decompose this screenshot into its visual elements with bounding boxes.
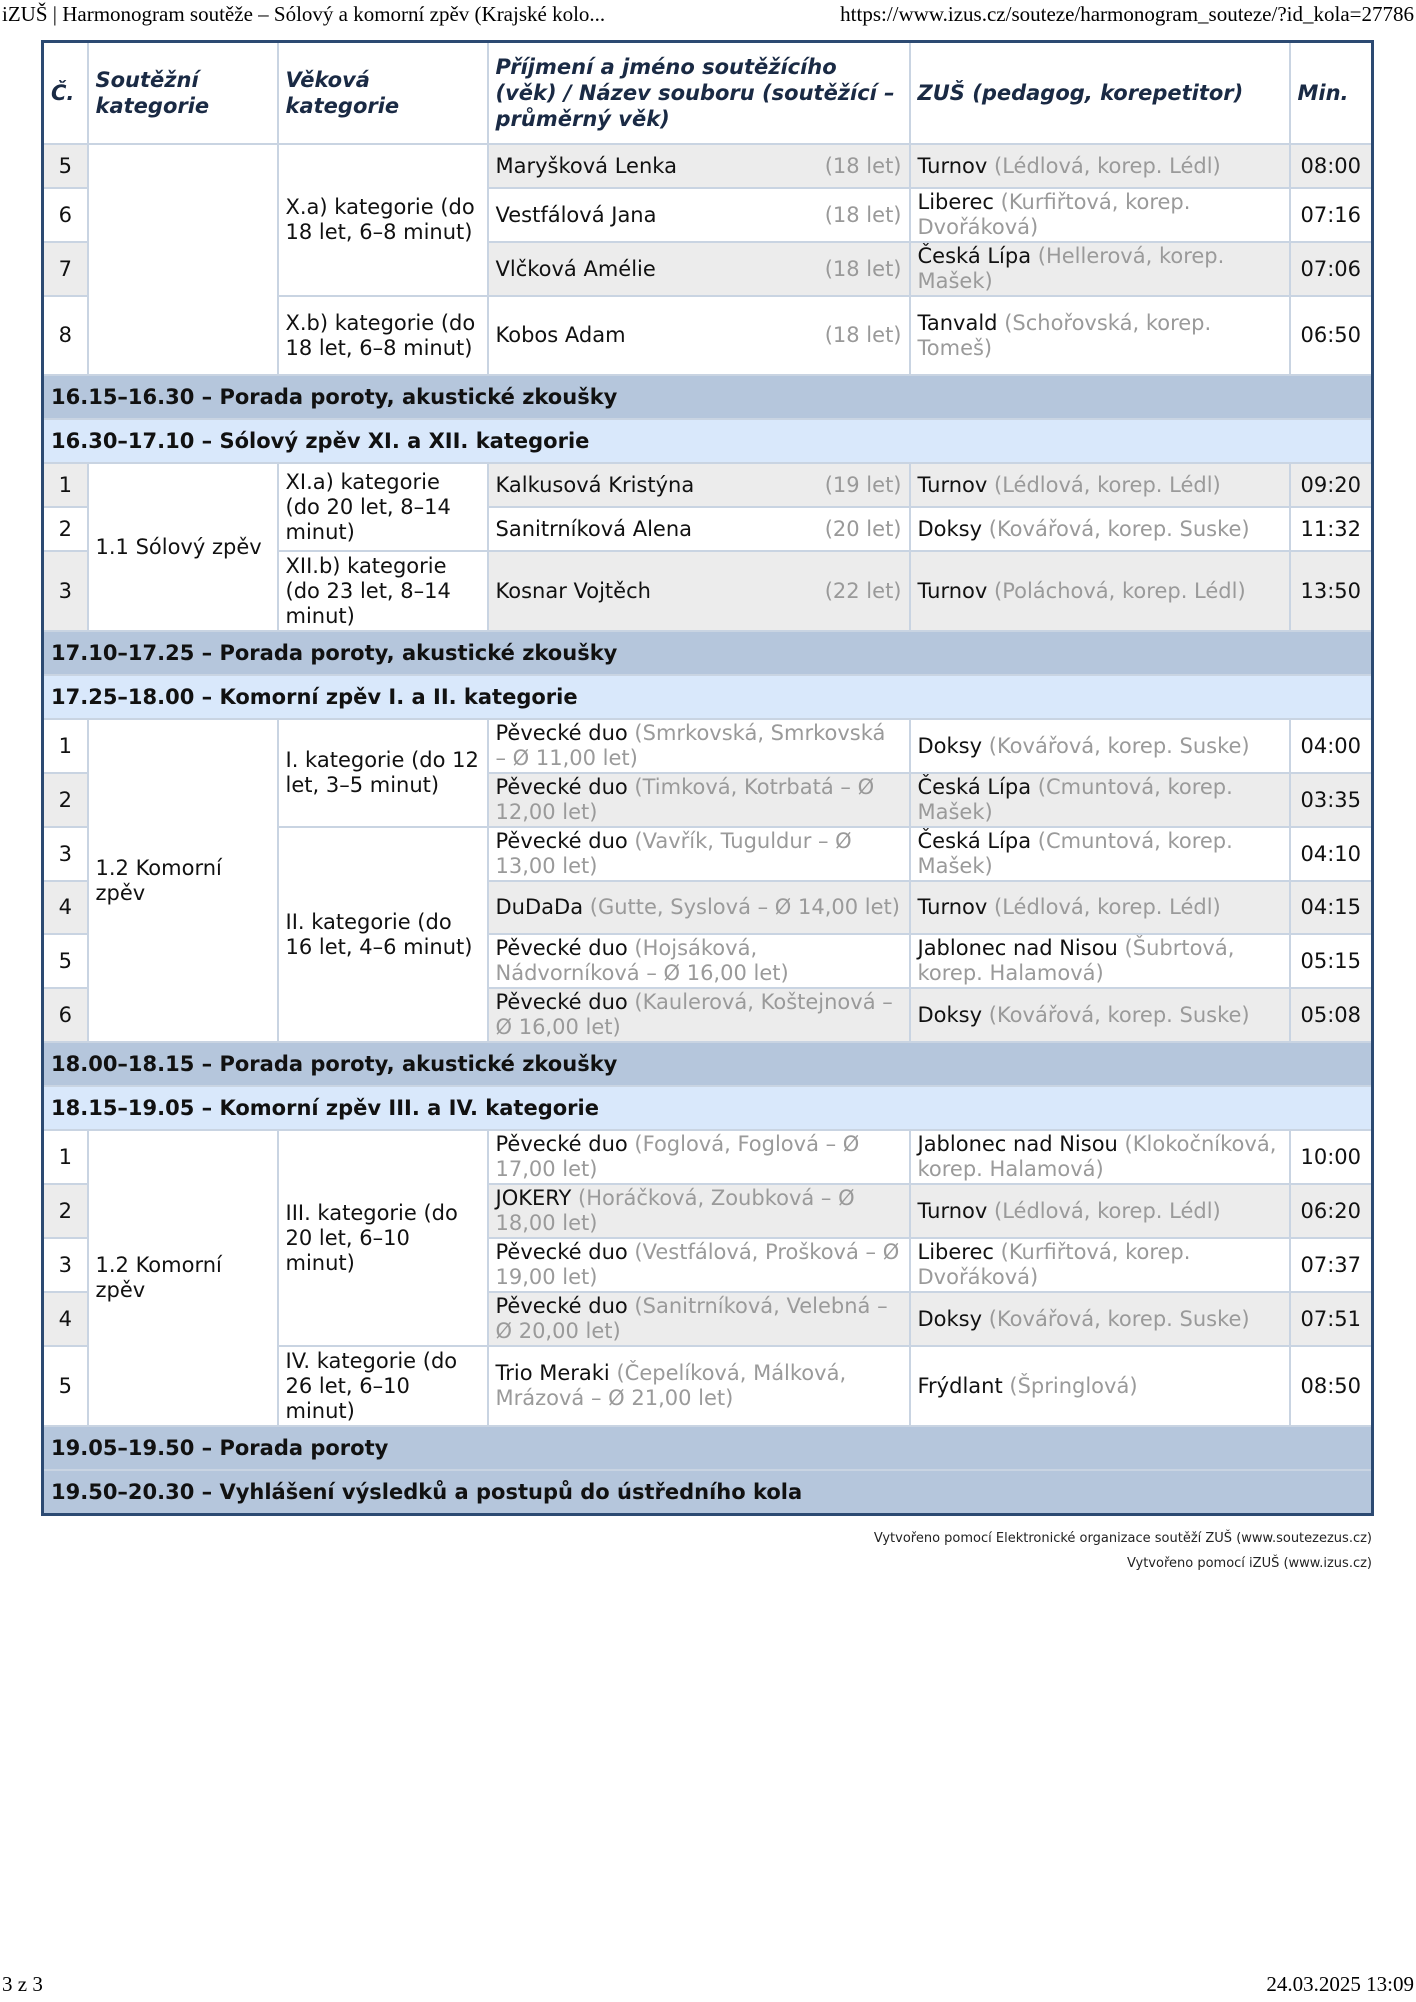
table-row xyxy=(43,719,1373,773)
teacher-names: (Schořovská, korep. Tomeš) xyxy=(917,310,1212,360)
page-url: https://www.izus.cz/souteze/harmonogram_souteze/?id_kola=27786 xyxy=(840,2,1414,26)
contestant-age: (18 let) xyxy=(824,202,902,227)
section-row xyxy=(43,1426,1373,1470)
contestant-age: (18 let) xyxy=(824,153,902,178)
contestant-cell xyxy=(488,507,910,551)
age-category-cell: X.a) kategorie (do 18 let, 6–8 minut) xyxy=(278,144,488,296)
contestant-cell xyxy=(488,551,910,631)
ensemble-name: Pěvecké duo xyxy=(495,829,628,853)
minutes-cell: 07:37 xyxy=(1290,1238,1373,1292)
row-number: 3 xyxy=(43,551,88,631)
ensemble-name: Pěvecké duo xyxy=(495,936,628,960)
age-category-cell: X.b) kategorie (do 18 let, 6–8 minut) xyxy=(278,296,488,375)
row-number: 1 xyxy=(43,1130,88,1184)
credit-line-soutezezus: Vytvořeno pomocí Elektronické organizace soutěží ZUŠ (www.soutezezus.cz) xyxy=(873,1531,1372,1546)
ensemble-members: (Vestfálová, Prošková – Ø 19,00 let) xyxy=(495,1240,900,1289)
section-title: 19.05–19.50 – Porada poroty xyxy=(43,1426,1373,1470)
teacher-names: (Poláchová, korep. Lédl) xyxy=(994,578,1246,603)
ensemble-members: (Foglová, Foglová – Ø 17,00 let) xyxy=(495,1132,860,1181)
ensemble-members: (Čepelíková, Málková, Mrázová – Ø 21,00 let) xyxy=(495,1361,847,1410)
school-cell xyxy=(910,773,1290,827)
row-number: 1 xyxy=(43,463,88,507)
ensemble-name: Pěvecké duo xyxy=(495,1294,628,1318)
minutes-cell: 10:00 xyxy=(1290,1130,1373,1184)
minutes-cell: 08:50 xyxy=(1290,1346,1373,1426)
contestant-name: Kalkusová Kristýna xyxy=(495,472,695,497)
ensemble-members: (Smrkovská, Smrkovská – Ø 11,00 let) xyxy=(495,721,886,770)
teacher-names: (Kurfiřtová, korep. Dvořáková) xyxy=(917,190,1191,239)
contestant-cell xyxy=(488,242,910,296)
contestant-age: (18 let) xyxy=(824,323,902,347)
teacher-names: (Lédlová, korep. Lédl) xyxy=(994,1198,1221,1223)
competition-category-cell xyxy=(88,144,278,375)
school-name: Liberec xyxy=(917,190,994,214)
row-number: 5 xyxy=(43,934,88,988)
age-category-cell: IV. kategorie (do 26 let, 6–10 minut) xyxy=(278,1346,488,1426)
contestant-cell xyxy=(488,1130,910,1184)
school-name: Turnov xyxy=(917,472,988,497)
teacher-names: (Lédlová, korep. Lédl) xyxy=(994,153,1221,178)
school-name: Doksy xyxy=(917,1306,983,1331)
section-title: 19.50–20.30 – Vyhlášení výsledků a postupů do ústředního kola xyxy=(43,1470,1373,1515)
minutes-cell: 03:35 xyxy=(1290,773,1373,827)
row-number: 2 xyxy=(43,507,88,551)
school-cell xyxy=(910,296,1290,375)
teacher-names: (Cmuntová, korep. Mašek) xyxy=(917,829,1233,878)
teacher-names: (Kovářová, korep. Suske) xyxy=(988,733,1250,758)
minutes-cell: 06:20 xyxy=(1290,1184,1373,1238)
school-name: Jablonec nad Nisou xyxy=(917,936,1118,960)
minutes-cell: 11:32 xyxy=(1290,507,1373,551)
contestant-cell xyxy=(488,719,910,773)
minutes-cell: 13:50 xyxy=(1290,551,1373,631)
print-header xyxy=(0,2,1416,32)
ensemble-name: Pěvecké duo xyxy=(495,775,628,799)
row-number: 4 xyxy=(43,881,88,934)
section-row xyxy=(43,375,1373,419)
minutes-cell: 07:16 xyxy=(1290,188,1373,242)
section-title: 18.00–18.15 – Porada poroty, akustické zkoušky xyxy=(43,1042,1373,1086)
school-cell xyxy=(910,144,1290,188)
section-row xyxy=(43,1042,1373,1086)
section-title: 17.10–17.25 – Porada poroty, akustické zkoušky xyxy=(43,631,1373,675)
school-cell xyxy=(910,934,1290,988)
contestant-cell xyxy=(488,1184,910,1238)
contestant-cell xyxy=(488,881,910,934)
minutes-cell: 09:20 xyxy=(1290,463,1373,507)
teacher-names: (Šubrtová, korep. Halamová) xyxy=(917,936,1235,985)
school-name: Turnov xyxy=(917,1198,988,1223)
print-footer xyxy=(0,1972,1416,2002)
ensemble-name: Pěvecké duo xyxy=(495,1132,628,1156)
row-number: 4 xyxy=(43,1292,88,1346)
ensemble-members: (Timková, Kotrbatá – Ø 12,00 let) xyxy=(495,775,875,824)
contestant-name: Kobos Adam xyxy=(495,323,626,347)
page-title: iZUŠ | Harmonogram soutěže – Sólový a komorní zpěv (Krajské kolo... xyxy=(2,2,606,26)
school-name: Liberec xyxy=(917,1240,994,1264)
school-cell xyxy=(910,827,1290,881)
school-cell xyxy=(910,463,1290,507)
ensemble-members: (Horáčková, Zoubková – Ø 18,00 let) xyxy=(495,1186,855,1235)
column-header-contestant: Příjmení a jméno soutěžícího (věk) / Název souboru (soutěžící – průměrný věk) xyxy=(488,42,910,145)
ensemble-name: Pěvecké duo xyxy=(495,1240,628,1264)
row-number: 6 xyxy=(43,988,88,1042)
ensemble-name: Pěvecké duo xyxy=(495,990,628,1014)
row-number: 3 xyxy=(43,827,88,881)
teacher-names: (Hellerová, korep. Mašek) xyxy=(917,244,1225,293)
teacher-names: (Lédlová, korep. Lédl) xyxy=(994,472,1221,497)
school-name: Jablonec nad Nisou xyxy=(917,1132,1118,1156)
section-row xyxy=(43,419,1373,463)
school-cell xyxy=(910,1130,1290,1184)
ensemble-name: DuDaDa xyxy=(495,895,584,919)
school-name: Frýdlant xyxy=(917,1373,1003,1398)
table-row xyxy=(43,463,1373,507)
row-number: 2 xyxy=(43,773,88,827)
teacher-names: (Špringlová) xyxy=(1009,1373,1138,1398)
minutes-cell: 04:15 xyxy=(1290,881,1373,934)
ensemble-name: JOKERY xyxy=(495,1186,572,1210)
school-cell xyxy=(910,719,1290,773)
row-number: 7 xyxy=(43,242,88,296)
ensemble-members: (Sanitrníková, Velebná – Ø 20,00 let) xyxy=(495,1294,888,1343)
teacher-names: (Klokočníková, korep. Halamová) xyxy=(917,1132,1277,1181)
contestant-age: (19 let) xyxy=(824,472,902,497)
school-cell xyxy=(910,881,1290,934)
school-cell xyxy=(910,188,1290,242)
section-row xyxy=(43,631,1373,675)
section-row xyxy=(43,1470,1373,1515)
minutes-cell: 06:50 xyxy=(1290,296,1373,375)
teacher-names: (Lédlová, korep. Lédl) xyxy=(994,895,1221,919)
contestant-name: Sanitrníková Alena xyxy=(495,516,693,541)
school-cell xyxy=(910,1238,1290,1292)
contestant-cell xyxy=(488,988,910,1042)
column-header-minutes: Min. xyxy=(1290,42,1373,145)
school-name: Doksy xyxy=(917,733,983,758)
school-name: Turnov xyxy=(917,153,988,178)
school-cell xyxy=(910,507,1290,551)
school-name: Česká Lípa xyxy=(917,775,1032,799)
age-category-cell: XI.a) kategorie (do 20 let, 8–14 minut) xyxy=(278,463,488,551)
column-header-age-category: Věková kategorie xyxy=(278,42,488,145)
school-cell xyxy=(910,1346,1290,1426)
row-number: 3 xyxy=(43,1238,88,1292)
ensemble-members: (Kaulerová, Koštejnová – Ø 16,00 let) xyxy=(495,990,893,1039)
column-header-competition-category: Soutěžní kategorie xyxy=(88,42,278,145)
credit-line-izus: Vytvořeno pomocí iZUŠ (www.izus.cz) xyxy=(1126,1556,1372,1571)
school-cell xyxy=(910,242,1290,296)
column-header-school: ZUŠ (pedagog, korepetitor) xyxy=(910,42,1290,145)
school-cell xyxy=(910,1292,1290,1346)
row-number: 2 xyxy=(43,1184,88,1238)
section-row xyxy=(43,675,1373,719)
competition-category-cell: 1.1 Sólový zpěv xyxy=(88,463,278,631)
table-header-row xyxy=(43,42,1373,145)
ensemble-name: Trio Meraki xyxy=(495,1361,610,1385)
teacher-names: (Kurfiřtová, korep. Dvořáková) xyxy=(917,1240,1191,1289)
school-name: Turnov xyxy=(917,578,988,603)
school-name: Tanvald xyxy=(917,310,998,335)
ensemble-members: (Vavřík, Tuguldur – Ø 13,00 let) xyxy=(495,829,852,878)
minutes-cell: 04:10 xyxy=(1290,827,1373,881)
contestant-name: Maryšková Lenka xyxy=(495,153,677,178)
contestant-cell xyxy=(488,463,910,507)
minutes-cell: 07:06 xyxy=(1290,242,1373,296)
teacher-names: (Kovářová, korep. Suske) xyxy=(988,1306,1250,1331)
age-category-cell: I. kategorie (do 12 let, 3–5 minut) xyxy=(278,719,488,827)
contestant-name: Kosnar Vojtěch xyxy=(495,578,651,603)
contestant-cell xyxy=(488,827,910,881)
teacher-names: (Cmuntová, korep. Mašek) xyxy=(917,775,1233,824)
section-title: 16.30–17.10 – Sólový zpěv XI. a XII. kategorie xyxy=(43,419,1373,463)
school-name: Česká Lípa xyxy=(917,829,1032,853)
teacher-names: (Kovářová, korep. Suske) xyxy=(988,516,1250,541)
minutes-cell: 04:00 xyxy=(1290,719,1373,773)
contestant-cell xyxy=(488,296,910,375)
section-title: 18.15–19.05 – Komorní zpěv III. a IV. kategorie xyxy=(43,1086,1373,1130)
age-category-cell: II. kategorie (do 16 let, 4–6 minut) xyxy=(278,827,488,1042)
minutes-cell: 07:51 xyxy=(1290,1292,1373,1346)
ensemble-name: Pěvecké duo xyxy=(495,721,628,745)
contestant-name: Vestfálová Jana xyxy=(495,202,657,227)
minutes-cell: 08:00 xyxy=(1290,144,1373,188)
row-number: 5 xyxy=(43,1346,88,1426)
row-number: 6 xyxy=(43,188,88,242)
contestant-cell xyxy=(488,1346,910,1426)
contestant-cell xyxy=(488,144,910,188)
contestant-name: Vlčková Amélie xyxy=(495,256,656,281)
column-header-number: Č. xyxy=(43,42,88,145)
contestant-cell xyxy=(488,773,910,827)
school-name: Česká Lípa xyxy=(917,244,1032,268)
school-name: Turnov xyxy=(917,895,988,919)
school-cell xyxy=(910,988,1290,1042)
page-counter: 3 z 3 xyxy=(2,1972,43,1996)
ensemble-members: (Hojsáková, Nádvorníková – Ø 16,00 let) xyxy=(495,936,789,985)
school-name: Doksy xyxy=(917,1002,983,1027)
school-cell xyxy=(910,1184,1290,1238)
row-number: 8 xyxy=(43,296,88,375)
section-title: 16.15–16.30 – Porada poroty, akustické zkoušky xyxy=(43,375,1373,419)
school-cell xyxy=(910,551,1290,631)
print-datetime: 24.03.2025 13:09 xyxy=(1266,1972,1414,1996)
contestant-cell xyxy=(488,934,910,988)
age-category-cell: III. kategorie (do 20 let, 6–10 minut) xyxy=(278,1130,488,1346)
contestant-age: (18 let) xyxy=(824,256,902,281)
row-number: 5 xyxy=(43,144,88,188)
contestant-age: (22 let) xyxy=(824,578,902,603)
table-row xyxy=(43,144,1373,188)
competition-category-cell: 1.2 Komorní zpěv xyxy=(88,1130,278,1426)
school-name: Doksy xyxy=(917,516,983,541)
contestant-cell xyxy=(488,1292,910,1346)
schedule-table xyxy=(41,40,1374,1516)
minutes-cell: 05:08 xyxy=(1290,988,1373,1042)
competition-category-cell: 1.2 Komorní zpěv xyxy=(88,719,278,1042)
teacher-names: (Kovářová, korep. Suske) xyxy=(988,1002,1250,1027)
table-row xyxy=(43,1130,1373,1184)
contestant-cell xyxy=(488,188,910,242)
contestant-age: (20 let) xyxy=(824,516,902,541)
contestant-cell xyxy=(488,1238,910,1292)
row-number: 1 xyxy=(43,719,88,773)
age-category-cell: XII.b) kategorie (do 23 let, 8–14 minut) xyxy=(278,551,488,631)
minutes-cell: 05:15 xyxy=(1290,934,1373,988)
ensemble-members: (Gutte, Syslová – Ø 14,00 let) xyxy=(589,895,900,919)
section-row xyxy=(43,1086,1373,1130)
section-title: 17.25–18.00 – Komorní zpěv I. a II. kategorie xyxy=(43,675,1373,719)
